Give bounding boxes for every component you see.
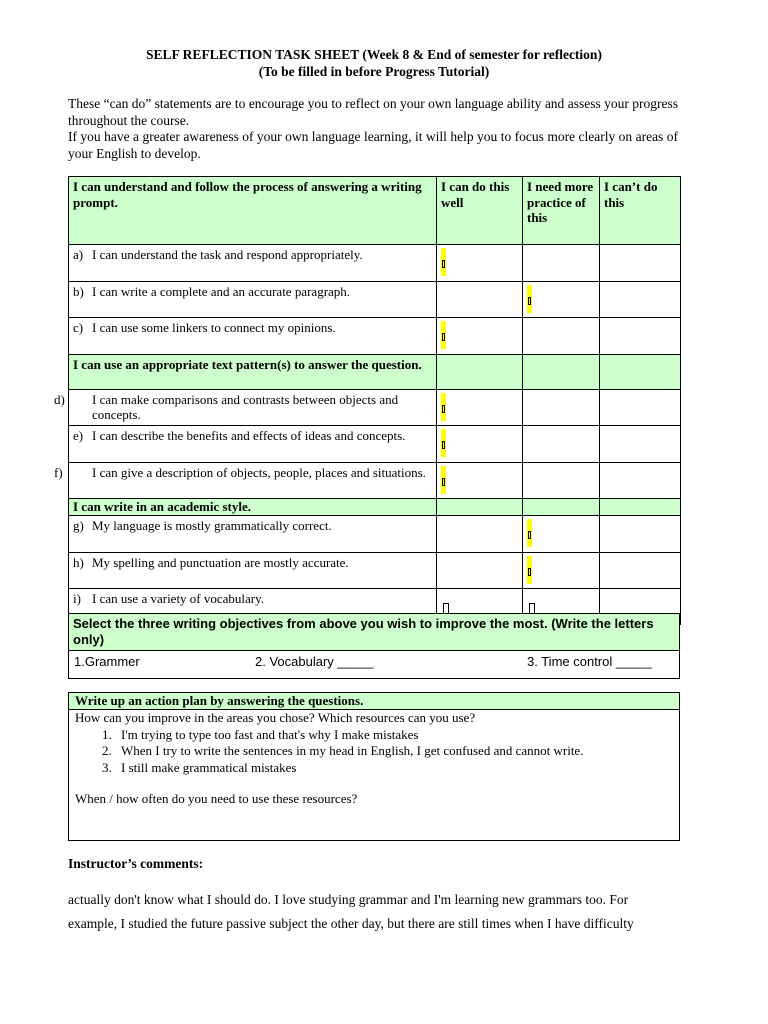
item-letter: d) (54, 391, 65, 407)
checkbox-cant-do[interactable] (600, 552, 681, 589)
checkbox-can-do[interactable] (437, 245, 523, 282)
column-header-cant-do: I can’t do this (600, 177, 681, 245)
instructor-comments-label: Instructor’s comments: (68, 856, 204, 871)
list-item: 3. I still make grammatical mistakes (115, 760, 679, 777)
instructor-comment-text: actually don't know what I should do. I love studying grammar and I'm learning new grammars too. For example, I studied the future passive subject the other day, but there are still times when I have difficulty (68, 892, 634, 931)
checkbox-can-do[interactable] (437, 318, 523, 355)
checkbox-need-practice[interactable] (523, 552, 600, 589)
checkbox-icon (527, 519, 532, 547)
checkbox-need-practice[interactable] (523, 318, 600, 355)
item-text: I can make comparisons and contrasts between objects and concepts. (92, 391, 399, 422)
section-heading: I can use an appropriate text pattern(s) to answer the question. (69, 354, 437, 389)
table-row (69, 426, 681, 463)
checkbox-icon (527, 556, 532, 584)
checkbox-can-do[interactable] (437, 281, 523, 318)
table-row (69, 245, 681, 282)
table-row (69, 516, 681, 553)
checkbox-icon (441, 248, 446, 276)
checkbox-icon (441, 393, 446, 421)
intro-paragraph-2: If you have a greater awareness of your own language learning, it will help you to focus more clearly on areas of your English to develop. (68, 129, 678, 161)
item-letter: h) (73, 554, 84, 570)
checkbox-cant-do[interactable] (600, 462, 681, 499)
item-text: I can understand the task and respond appropriately. (92, 247, 363, 262)
can-do-table (54, 176, 681, 625)
checkbox-need-practice[interactable] (523, 281, 600, 318)
checkbox-need-practice[interactable] (523, 426, 600, 463)
column-header-can-do: I can do this well (437, 177, 523, 245)
item-letter: b) (73, 283, 84, 299)
item-text: I can give a description of objects, people, places and situations. (92, 464, 426, 480)
item-letter: f) (54, 464, 63, 480)
checkbox-need-practice[interactable] (523, 516, 600, 553)
table-row (69, 281, 681, 318)
table-row (69, 552, 681, 589)
item-text: I can write a complete and an accurate paragraph. (92, 283, 351, 299)
table-row (69, 462, 681, 499)
checkbox-can-do[interactable] (437, 516, 523, 553)
objective-1-field[interactable]: 1.Grammer (74, 654, 140, 669)
checkbox-icon (527, 285, 532, 313)
checkbox-need-practice[interactable] (523, 462, 600, 499)
item-letter: c) (73, 320, 84, 335)
action-plan-box (68, 692, 680, 841)
item-text: I can describe the benefits and effects of ideas and concepts. (92, 428, 406, 443)
list-item: 1. I'm trying to type too fast and that's why I make mistakes (115, 727, 679, 744)
item-letter: e) (73, 428, 84, 443)
action-plan-question-1: How can you improve in the areas you chose? Which resources can you use? (75, 710, 476, 725)
checkbox-cant-do[interactable] (600, 426, 681, 463)
checkbox-cant-do[interactable] (600, 318, 681, 355)
checkbox-can-do[interactable] (437, 462, 523, 499)
item-letter: i) (73, 591, 81, 606)
action-plan-answers (69, 727, 679, 777)
checkbox-can-do[interactable] (437, 552, 523, 589)
checkbox-icon (441, 466, 446, 494)
checkbox-cant-do[interactable] (600, 516, 681, 553)
objective-3-field[interactable]: 3. Time control _____ (527, 654, 653, 669)
page-title: SELF REFLECTION TASK SHEET (Week 8 & End of semester for reflection) (146, 47, 602, 62)
checkbox-need-practice[interactable] (523, 389, 600, 426)
item-text: I can use some linkers to connect my opinions. (92, 320, 336, 335)
checkbox-icon (441, 321, 446, 349)
item-letter: a) (73, 247, 84, 262)
action-plan-question-2: When / how often do you need to use these resources? (75, 791, 358, 806)
checkbox-can-do[interactable] (437, 389, 523, 426)
checkbox-need-practice[interactable] (523, 245, 600, 282)
objective-2-field[interactable]: 2. Vocabulary _____ (255, 654, 374, 669)
checkbox-cant-do[interactable] (600, 281, 681, 318)
checkbox-icon (441, 429, 446, 457)
checkbox-can-do[interactable] (437, 426, 523, 463)
intro-paragraph-1: These “can do” statements are to encourage you to reflect on your own language ability and assess your progress throughout the course. (68, 96, 678, 128)
section-heading: I can understand and follow the process of answering a writing prompt. (69, 177, 437, 245)
item-text: My language is mostly grammatically correct. (92, 518, 332, 533)
objectives-table (68, 613, 680, 679)
action-plan-heading: Write up an action plan by answering the questions. (69, 693, 679, 710)
item-text: I can use a variety of vocabulary. (92, 591, 265, 606)
section-heading: I can write in an academic style. (69, 499, 437, 516)
column-header-need-practice: I need more practice of this (523, 177, 600, 245)
page-subtitle: (To be filled in before Progress Tutorial) (258, 64, 490, 79)
checkbox-cant-do[interactable] (600, 245, 681, 282)
list-item: 2. When I try to write the sentences in my head in English, I get confused and cannot write. (115, 743, 679, 760)
table-row (69, 389, 681, 426)
table-row (69, 318, 681, 355)
objectives-heading: Select the three writing objectives from above you wish to improve the most. (Write the letters only) (69, 614, 680, 651)
item-text: My spelling and punctuation are mostly accurate. (92, 554, 349, 570)
item-letter: g) (73, 518, 84, 533)
checkbox-cant-do[interactable] (600, 389, 681, 426)
